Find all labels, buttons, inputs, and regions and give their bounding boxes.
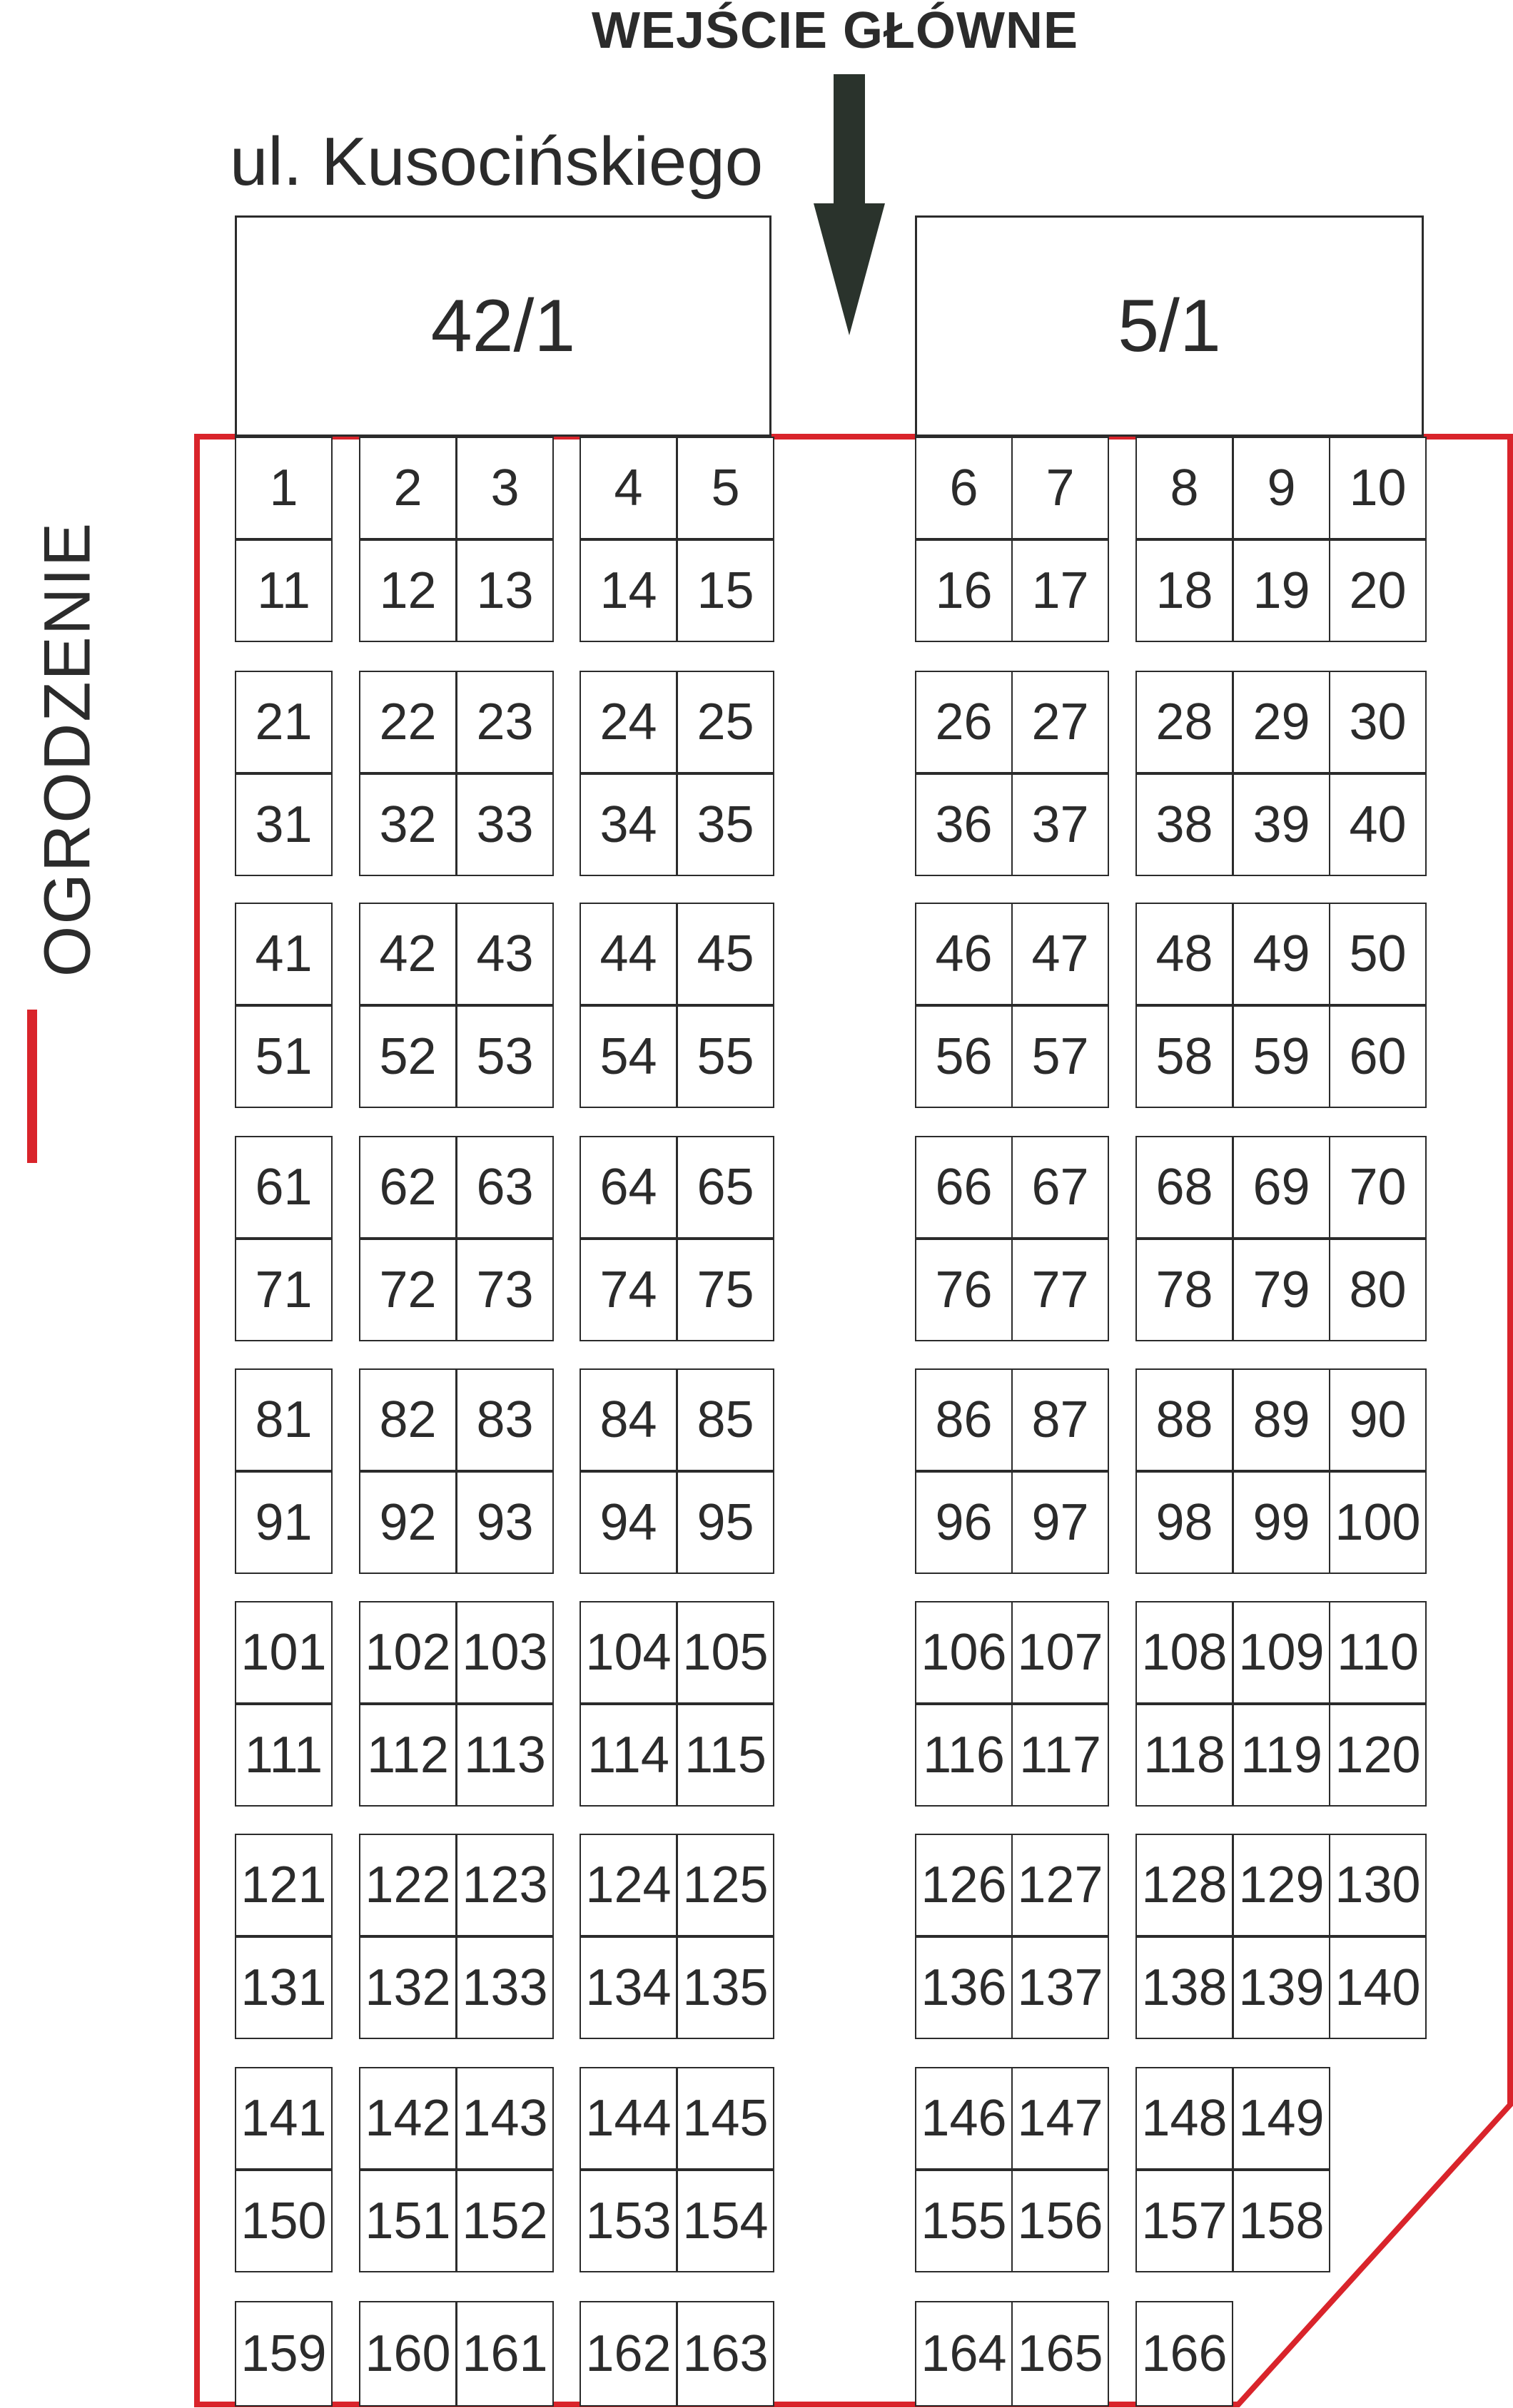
stall: 142 [359,2067,457,2170]
stall: 77 [1011,1239,1109,1341]
stall: 10 [1329,437,1427,539]
stall: 13 [456,539,554,642]
stall: 15 [677,539,774,642]
stall: 160 [359,2301,457,2407]
stall: 73 [456,1239,554,1341]
stall: 158 [1233,2170,1330,2272]
stall: 111 [235,1704,333,1807]
stall: 34 [580,773,677,876]
stall: 105 [677,1601,774,1704]
stall: 38 [1135,773,1233,876]
stall: 115 [677,1704,774,1807]
stall: 134 [580,1936,677,2039]
stall: 55 [677,1005,774,1108]
stall: 19 [1233,539,1330,642]
stall: 130 [1329,1834,1427,1936]
stall: 16 [915,539,1013,642]
stall: 20 [1329,539,1427,642]
stall: 166 [1135,2301,1233,2407]
stall: 2 [359,437,457,539]
stall: 25 [677,671,774,773]
stall: 39 [1233,773,1330,876]
arrow-down-icon [814,74,885,335]
stall: 7 [1011,437,1109,539]
stall: 135 [677,1936,774,2039]
stall: 91 [235,1471,333,1574]
stall: 117 [1011,1704,1109,1807]
stall: 139 [1233,1936,1330,2039]
stall: 152 [456,2170,554,2272]
stall: 82 [359,1368,457,1471]
stall: 35 [677,773,774,876]
stall: 70 [1329,1136,1427,1239]
stall: 8 [1135,437,1233,539]
fence-legend-swatch [27,1010,37,1163]
stall: 46 [915,903,1013,1005]
stall: 129 [1233,1834,1330,1936]
stall: 30 [1329,671,1427,773]
stall: 137 [1011,1936,1109,2039]
stall: 44 [580,903,677,1005]
stall: 75 [677,1239,774,1341]
stall: 36 [915,773,1013,876]
main-entrance-label: WEJŚCIE GŁÓWNE [591,2,1079,59]
stall: 133 [456,1936,554,2039]
stall: 88 [1135,1368,1233,1471]
stall: 163 [677,2301,774,2407]
stall: 87 [1011,1368,1109,1471]
building-5-1: 5/1 [915,215,1424,437]
stall: 112 [359,1704,457,1807]
stall: 102 [359,1601,457,1704]
fence-legend-label: OGRODZENIE [31,521,104,977]
stall: 145 [677,2067,774,2170]
stall: 104 [580,1601,677,1704]
stall: 94 [580,1471,677,1574]
stall: 29 [1233,671,1330,773]
stall: 45 [677,903,774,1005]
stall: 74 [580,1239,677,1341]
stall: 76 [915,1239,1013,1341]
stall: 61 [235,1136,333,1239]
stall: 153 [580,2170,677,2272]
stall: 108 [1135,1601,1233,1704]
stall: 68 [1135,1136,1233,1239]
stall: 72 [359,1239,457,1341]
stall: 146 [915,2067,1013,2170]
stall: 131 [235,1936,333,2039]
stall: 83 [456,1368,554,1471]
stall: 6 [915,437,1013,539]
stall: 28 [1135,671,1233,773]
stall: 99 [1233,1471,1330,1574]
building-42-1: 42/1 [235,215,771,437]
stall: 53 [456,1005,554,1108]
stall: 156 [1011,2170,1109,2272]
stall: 5 [677,437,774,539]
stall: 149 [1233,2067,1330,2170]
stall: 58 [1135,1005,1233,1108]
stall: 122 [359,1834,457,1936]
stall: 24 [580,671,677,773]
stall: 22 [359,671,457,773]
stall: 109 [1233,1601,1330,1704]
stall: 48 [1135,903,1233,1005]
stall: 60 [1329,1005,1427,1108]
stall: 157 [1135,2170,1233,2272]
stall: 69 [1233,1136,1330,1239]
stall: 101 [235,1601,333,1704]
stall: 56 [915,1005,1013,1108]
stall: 140 [1329,1936,1427,2039]
stall: 33 [456,773,554,876]
stall: 79 [1233,1239,1330,1341]
stall: 113 [456,1704,554,1807]
stall: 107 [1011,1601,1109,1704]
stall: 63 [456,1136,554,1239]
stall: 103 [456,1601,554,1704]
stall: 11 [235,539,333,642]
stall: 132 [359,1936,457,2039]
stall: 96 [915,1471,1013,1574]
stall: 78 [1135,1239,1233,1341]
stall: 85 [677,1368,774,1471]
stall: 106 [915,1601,1013,1704]
stall: 89 [1233,1368,1330,1471]
stall: 123 [456,1834,554,1936]
stall: 62 [359,1136,457,1239]
stall: 37 [1011,773,1109,876]
stall: 40 [1329,773,1427,876]
stall: 41 [235,903,333,1005]
stall: 26 [915,671,1013,773]
stall: 27 [1011,671,1109,773]
stall: 121 [235,1834,333,1936]
stall: 17 [1011,539,1109,642]
stall: 141 [235,2067,333,2170]
stall: 147 [1011,2067,1109,2170]
street-label: ul. Kusocińskiego [230,123,764,200]
stall: 23 [456,671,554,773]
stall: 98 [1135,1471,1233,1574]
stall: 154 [677,2170,774,2272]
stall: 126 [915,1834,1013,1936]
stall: 138 [1135,1936,1233,2039]
stall: 65 [677,1136,774,1239]
stall: 42 [359,903,457,1005]
stall: 54 [580,1005,677,1108]
stall: 165 [1011,2301,1109,2407]
stall: 67 [1011,1136,1109,1239]
stall: 86 [915,1368,1013,1471]
stall: 66 [915,1136,1013,1239]
stall: 57 [1011,1005,1109,1108]
stall: 21 [235,671,333,773]
stall: 161 [456,2301,554,2407]
stall: 143 [456,2067,554,2170]
stall: 59 [1233,1005,1330,1108]
stall: 162 [580,2301,677,2407]
stall: 110 [1329,1601,1427,1704]
stall: 50 [1329,903,1427,1005]
stall: 128 [1135,1834,1233,1936]
stall: 120 [1329,1704,1427,1807]
stall: 155 [915,2170,1013,2272]
stall: 9 [1233,437,1330,539]
stall: 52 [359,1005,457,1108]
stall: 1 [235,437,333,539]
stall: 100 [1329,1471,1427,1574]
stall: 4 [580,437,677,539]
stall: 31 [235,773,333,876]
stall: 81 [235,1368,333,1471]
stall: 116 [915,1704,1013,1807]
stall: 3 [456,437,554,539]
stall: 18 [1135,539,1233,642]
stall: 71 [235,1239,333,1341]
stall: 148 [1135,2067,1233,2170]
stall: 14 [580,539,677,642]
stall: 95 [677,1471,774,1574]
stall: 144 [580,2067,677,2170]
stall: 84 [580,1368,677,1471]
stall: 47 [1011,903,1109,1005]
stall: 150 [235,2170,333,2272]
stall: 159 [235,2301,333,2407]
stall: 119 [1233,1704,1330,1807]
stall: 80 [1329,1239,1427,1341]
stall: 127 [1011,1834,1109,1936]
stall: 93 [456,1471,554,1574]
stall: 124 [580,1834,677,1936]
stall: 151 [359,2170,457,2272]
stall: 118 [1135,1704,1233,1807]
stall: 97 [1011,1471,1109,1574]
stall: 32 [359,773,457,876]
stall: 12 [359,539,457,642]
stall: 49 [1233,903,1330,1005]
stall: 136 [915,1936,1013,2039]
stall: 114 [580,1704,677,1807]
stall: 64 [580,1136,677,1239]
stall: 125 [677,1834,774,1936]
stall: 90 [1329,1368,1427,1471]
stall: 164 [915,2301,1013,2407]
stall: 51 [235,1005,333,1108]
stall: 92 [359,1471,457,1574]
stall: 43 [456,903,554,1005]
